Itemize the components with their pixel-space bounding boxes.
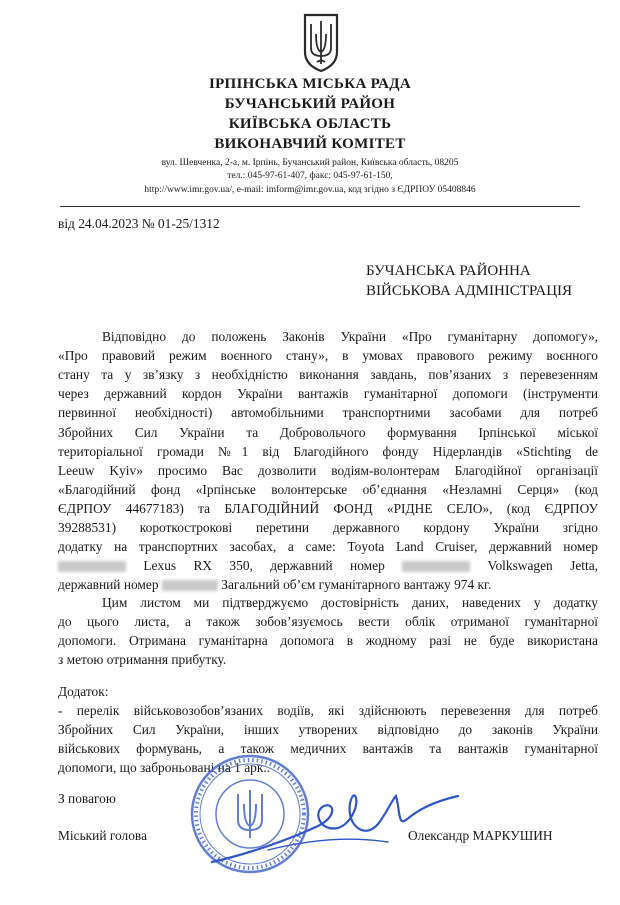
redacted-plate-number [402, 561, 470, 572]
body-line: Збройних Сил України, інших утворених відповідно до законів України [58, 722, 598, 738]
body-line: стану та у зв’язку з необхідністю виконання завдань, пов’язаних з перевезенням [58, 367, 598, 383]
body-line: ЄДРПОУ 44677183) та БЛАГОДІЙНИЙ ФОНД «РІДНЕ СЕЛО», (код ЄДРПОУ [58, 500, 598, 516]
body-line: Цим листом ми підтверджуємо достовірність даних, наведених у додатку [102, 595, 598, 610]
letter-reference: від 24.04.2023 № 01-25/1312 [58, 216, 220, 231]
trident-coat-of-arms-icon [302, 12, 340, 74]
signer-name: Олександр МАРКУШИН [408, 828, 553, 843]
body-line: допомоги, що заброньовані на 1 арк.. [58, 760, 271, 776]
body-line-13: Lexus RX 350, державний номер Volkswagen Jetta, [58, 556, 598, 575]
body-line: Leeuw Kyiv» просимо Вас дозволити водіям-волонтерам Благодійної організації [58, 462, 598, 478]
body-line-14: державний номер Загальний об’єм гуманітарного вантажу 974 кг. [58, 577, 492, 592]
body-line: Збройних Сил України та Добровольчого формування Ірпінської міської [58, 424, 598, 440]
body-line: «Про правовий режим воєнного стану», в умовах правового режиму воєнного [58, 348, 598, 364]
appendix-title: Додаток: [58, 684, 109, 699]
redacted-plate-number [162, 580, 218, 591]
body-line: первинної необхідності) автомобільними транспортними засобами для потреб [58, 405, 598, 421]
district-name: БУЧАНСЬКИЙ РАЙОН [224, 96, 396, 112]
body-line: «Благодійний фонд «Ірпінське волонтерське об’єднання «Незламні Серця» (код [58, 481, 598, 497]
handwritten-signature [208, 780, 468, 870]
org-web-email: http://www.imr.gov.ua/, e-mail: imform@imr.gov.ua, код згідно з ЄДРПОУ 05408846 [144, 185, 476, 195]
committee-name: ВИКОНАВЧИЙ КОМІТЕТ [214, 136, 406, 152]
org-phones: тел.: 045-97-61-407, факс: 045-97-61-150, [227, 171, 393, 181]
body-line: Відповідно до положень Законів України «Про гуманітарну допомогу», [102, 329, 598, 344]
body-line: військових формувань, а також медичних вантажів та вантажів гуманітарної [58, 741, 598, 757]
closing-phrase: З повагою [58, 791, 116, 806]
body-line: з метою отримання прибутку. [58, 652, 227, 668]
redacted-plate-number [58, 561, 126, 572]
body-line: 39288531) короткострокові перетини державного кордону України згідно [58, 520, 598, 535]
body-line: до цього листа, а також зобов’язуємось вести облік отриманої гуманітарної [58, 614, 598, 630]
region-name: КИЇВСЬКА ОБЛАСТЬ [228, 116, 392, 132]
body-line: додатку на транспортних засобах, а саме: Toyota Land Cruiser, державний номер [58, 539, 598, 555]
org-name: ІРПІНСЬКА МІСЬКА РАДА [208, 76, 412, 92]
body-line: допомоги. Отримана гуманітарна допомога в жодному разі не буде використана [58, 633, 598, 649]
body-line: через державний кордон України вантажів гуманітарної допомоги (інструменти [58, 386, 598, 402]
org-address: вул. Шевченка, 2-а, м. Ірпінь, Бучанський район, Київська область, 08205 [161, 158, 459, 168]
body-line: територіальної громади №1 від Благодійного фонду Нідерландів «Stichting de [58, 443, 598, 459]
signer-title: Міський голова [58, 828, 148, 843]
recipient-line-2: ВІЙСЬКОВА АДМІНІСТРАЦІЯ [366, 283, 573, 299]
header-divider [60, 206, 580, 207]
recipient-line-1: БУЧАНСЬКА РАЙОННА [366, 263, 531, 279]
body-line: - перелік військовозобов’язаних водіїв, які здійснюють перевезення для потреб [58, 703, 598, 718]
